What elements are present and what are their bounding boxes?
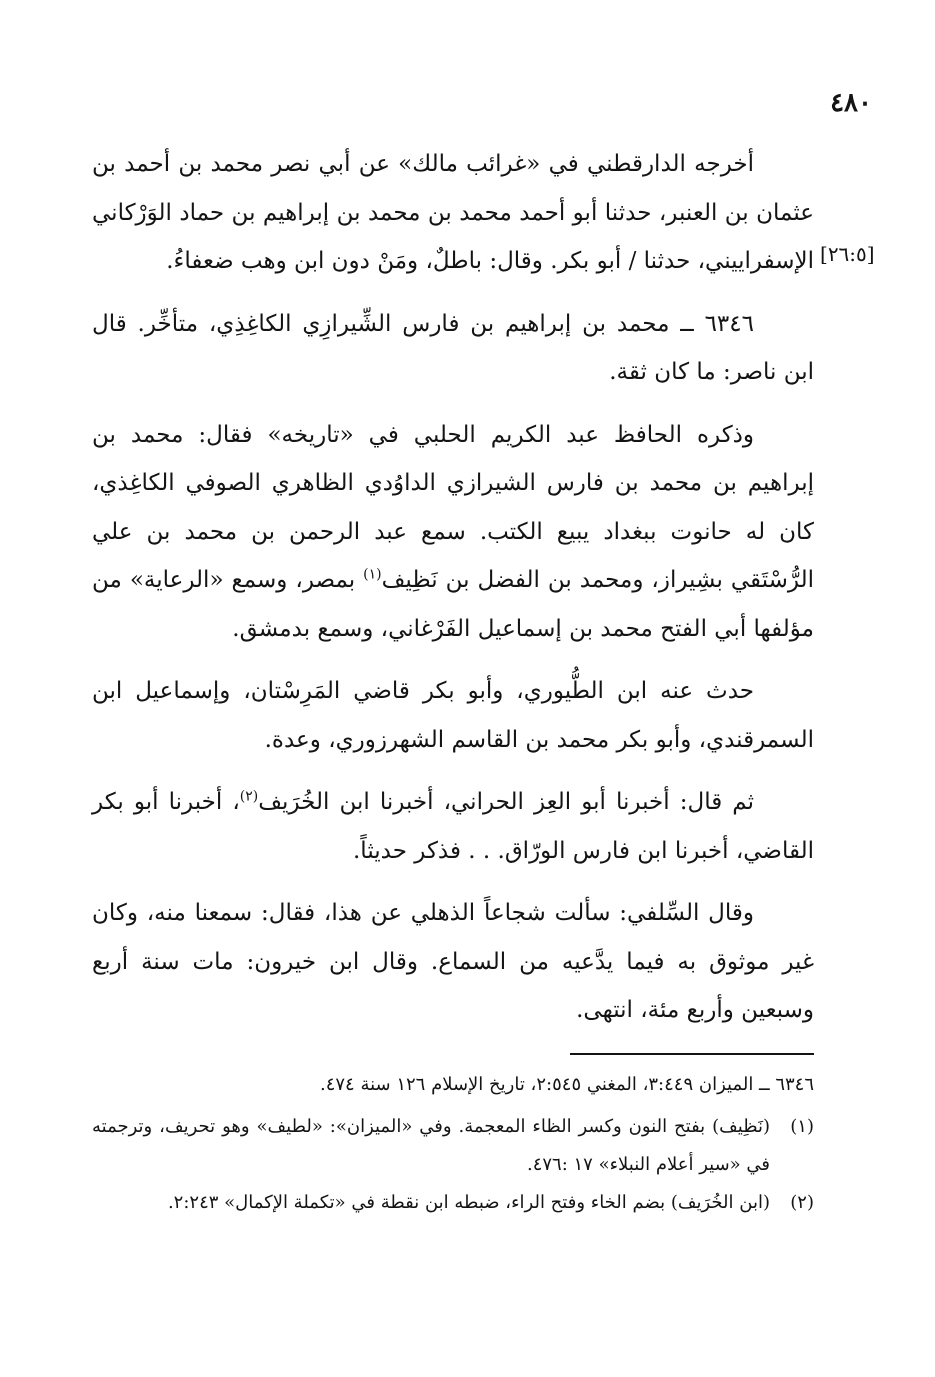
paragraph-5-text-b: ، أخبرنا أبو بكر القاضي، أخبرنا ابن فارس الورّاق. . . فذكر حديثاً. bbox=[92, 789, 814, 864]
paragraph-5 bbox=[92, 778, 814, 875]
footnote-ref-1: (١) bbox=[363, 566, 382, 583]
paragraph-3-text-b: بمصر، وسمع «الرعاية» من مؤلفها أبي الفتح محمد بن إسماعيل الفَرْغاني، وسمع بدمشق. bbox=[92, 567, 814, 642]
footnote-separator bbox=[570, 1053, 814, 1055]
margin-volume-reference: [٢٦:٥] bbox=[820, 242, 875, 266]
paragraph-6: وقال السِّلفي: سألت شجاعاً الذهلي عن هذا، فقال: سمعنا منه، وكان غير موثوق به فيما يدَّعيه من السماع. وقال ابن خيرون: مات سنة أربع وسبعين وأربع مئة، انتهى. bbox=[92, 900, 814, 1023]
footnote-ref-2: (٢) bbox=[239, 788, 259, 805]
page-number: ٤٨٠ bbox=[830, 88, 872, 118]
paragraph-5-text-a: ثم قال: أخبرنا أبو العِز الحراني، أخبرنا ابن الخُرَيف bbox=[258, 789, 754, 815]
paragraph-4: حدث عنه ابن الطُّيوري، وأبو بكر قاضي المَرِسْتان، وإسماعيل ابن السمرقندي، وأبو بكر محمد بن القاسم الشهرزوري، وعدة. bbox=[92, 678, 814, 753]
footnote-2 bbox=[92, 1184, 814, 1222]
footnote-sources: ٦٣٤٦ ــ الميزان ٣:٤٤٩، المغني ٢:٥٤٥، تاريخ الإسلام ١٢٦ سنة ٤٧٤. bbox=[319, 1074, 814, 1095]
footnotes bbox=[92, 1066, 814, 1222]
main-text bbox=[92, 140, 814, 1049]
footnote-1 bbox=[92, 1108, 814, 1184]
footnote-2-text: (ابن الخُرَيف) بضم الخاء وفتح الراء، ضبطه ابن نقطة في «تكملة الإكمال» ٢:٢٤٣. bbox=[167, 1192, 770, 1213]
paragraph-3-text-a: وذكره الحافظ عبد الكريم الحلبي في «تاريخه» فقال: محمد بن إبراهيم بن محمد بن فارس الشيرازي الداوُدي الظاهري الصوفي الكاغِذي، كان له حانوت ببغداد يبيع الكتب. سمع عبد الرحمن بن محمد بن علي الرُّسْتَقي بشِيراز، ومحمد بن الفضل بن نَظِيف bbox=[92, 421, 814, 593]
footnote-1-text: (نَظِيف) بفتح النون وكسر الظاء المعجمة. وفي «الميزان»: «لطيف» وهو تحريف، وترجمته في «سير أعلام النبلاء» ١٧ :٤٧٦. bbox=[92, 1116, 770, 1175]
paragraph-3 bbox=[92, 411, 814, 654]
footnote-1-number: (١) bbox=[790, 1116, 814, 1137]
paragraph-1: أخرجه الدارقطني في «غرائب مالك» عن أبي نصر محمد بن أحمد بن عثمان بن العنبر، حدثنا أبو أحمد محمد بن محمد بن إبراهيم بن حماد الوَرْكاني الإسفراييني، حدثنا / أبو بكر. وقال: باطلٌ، ومَنْ دون ابن وهب ضعفاءُ. bbox=[92, 151, 814, 274]
entry-heading-paragraph: ٦٣٤٦ ــ محمد بن إبراهيم بن فارس الشِّيرازِي الكاغِذِي، متأخِّر. قال ابن ناصر: ما كان ثقة. bbox=[92, 310, 814, 385]
footnote-2-number: (٢) bbox=[790, 1192, 814, 1213]
